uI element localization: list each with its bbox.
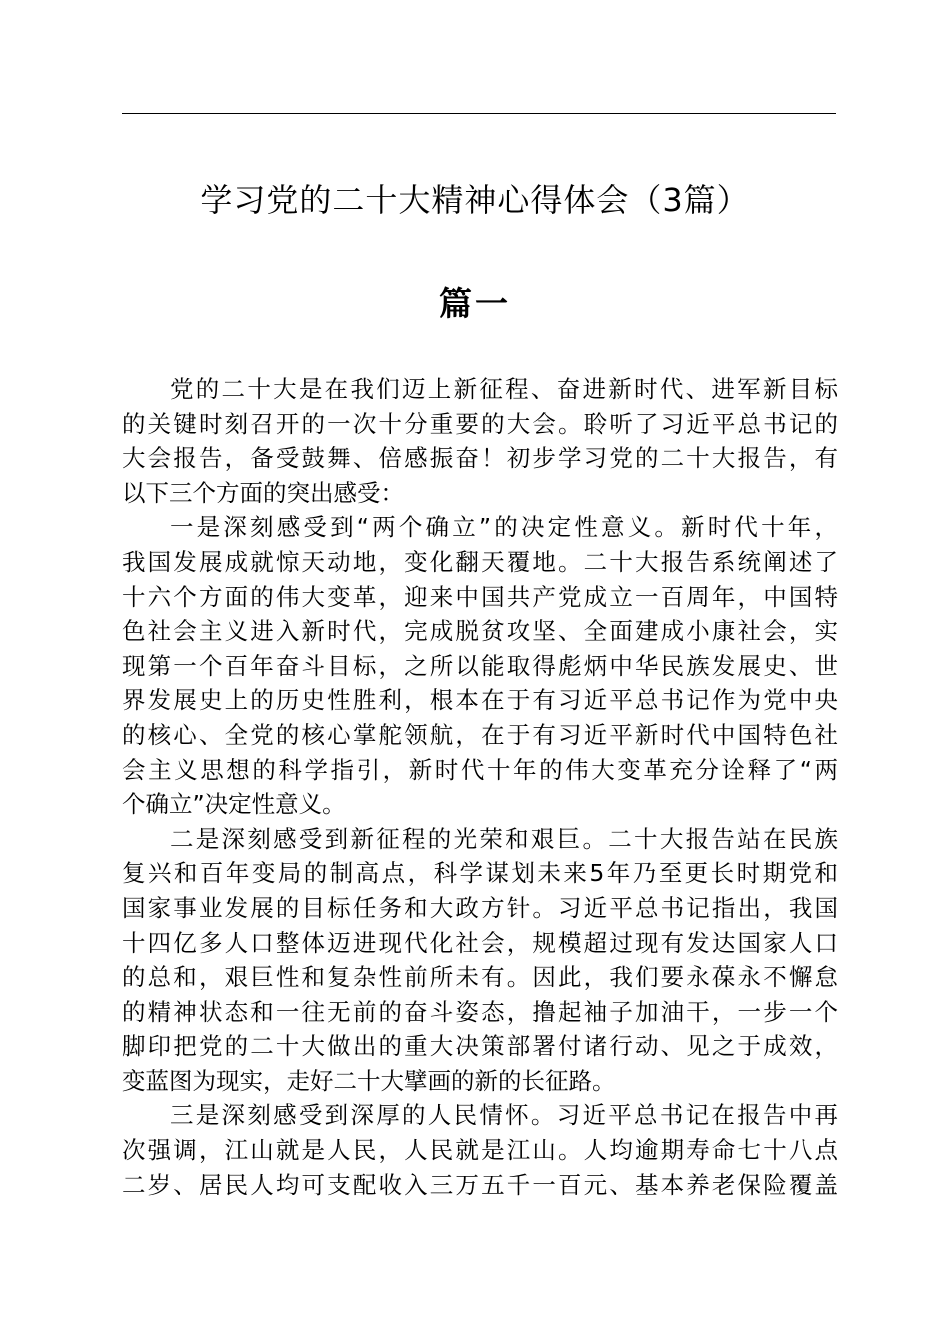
text-line: 国家事业发展的目标任务和大政方针。习近平总书记指出，我国	[122, 893, 838, 922]
text-line: 十四亿多人口整体迈进现代化社会，规模超过现有发达国家人口	[122, 928, 838, 957]
paragraph-third-point	[122, 1098, 838, 1202]
text-line: 的关键时刻召开的一次十分重要的大会。聆听了习近平总书记的	[122, 409, 838, 438]
text-line: 复兴和百年变局的制高点，科学谋划未来5年乃至更长时期党和	[122, 859, 838, 888]
text-line: 次强调，江山就是人民，人民就是江山。人均逾期寿命七十八点	[122, 1136, 838, 1165]
text-line: 会主义思想的科学指引，新时代十年的伟大变革充分诠释了“两	[122, 755, 838, 784]
header-rule	[122, 113, 836, 114]
text-line: 大会报告，备受鼓舞、倍感振奋！初步学习党的二十大报告，有	[122, 444, 838, 473]
text-line: 个确立”决定性意义。	[122, 790, 346, 819]
text-line: 的核心、全党的核心掌舵领航，在于有习近平新时代中国特色社	[122, 720, 838, 749]
text-line: 我国发展成就惊天动地，变化翻天覆地。二十大报告系统阐述了	[122, 547, 838, 576]
document-title: 学习党的二十大精神心得体会（3篇）	[200, 181, 750, 219]
text-line: 十六个方面的伟大变革，迎来中国共产党成立一百周年，中国特	[122, 582, 838, 611]
text-line: 的总和，艰巨性和复杂性前所未有。因此，我们要永葆永不懈怠	[122, 963, 838, 992]
text-line: 脚印把党的二十大做出的重大决策部署付诸行动、见之于成效，	[122, 1032, 838, 1061]
paragraph-first-point	[122, 510, 838, 821]
text-line: 二是深刻感受到新征程的光荣和艰巨。二十大报告站在民族	[170, 824, 838, 853]
paragraph-intro	[122, 372, 838, 510]
document-body	[122, 372, 838, 1202]
text-line: 三是深刻感受到深厚的人民情怀。习近平总书记在报告中再	[170, 1101, 838, 1130]
text-line: 界发展史上的历史性胜利，根本在于有习近平总书记作为党中央	[122, 686, 838, 715]
text-line: 一是深刻感受到“两个确立”的决定性意义。新时代十年，	[170, 513, 838, 542]
paragraph-second-point	[122, 822, 838, 1099]
text-line: 的精神状态和一往无前的奋斗姿态，撸起袖子加油干，一步一个	[122, 997, 838, 1026]
text-line: 现第一个百年奋斗目标，之所以能取得彪炳中华民族发展史、世	[122, 651, 838, 680]
text-line: 变蓝图为现实，走好二十大擘画的新的长征路。	[122, 1066, 616, 1095]
section-title: 篇一	[439, 284, 511, 323]
text-line: 党的二十大是在我们迈上新征程、奋进新时代、进军新目标	[170, 375, 838, 403]
text-line: 二岁、居民人均可支配收入三万五千一百元、基本养老保险覆盖	[122, 1170, 838, 1199]
text-line: 以下三个方面的突出感受：	[122, 478, 404, 507]
text-line: 色社会主义进入新时代，完成脱贫攻坚、全面建成小康社会，实	[122, 617, 838, 646]
